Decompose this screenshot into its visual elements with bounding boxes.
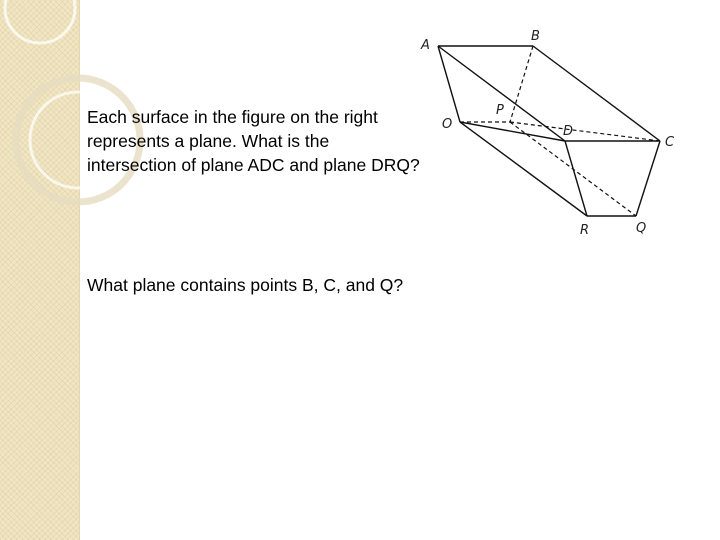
edge-ao bbox=[438, 46, 460, 122]
label-c: C bbox=[665, 135, 675, 150]
edge-cq bbox=[636, 141, 660, 216]
label-d: D bbox=[563, 124, 574, 139]
label-p: P bbox=[496, 103, 504, 118]
label-o: O bbox=[442, 117, 453, 132]
edge-dr bbox=[565, 141, 587, 216]
label-b: B bbox=[531, 29, 540, 44]
hidden-edge-bp bbox=[510, 46, 533, 122]
prism-figure bbox=[410, 20, 690, 240]
label-q: Q bbox=[636, 221, 647, 236]
label-r: R bbox=[580, 223, 590, 238]
question-plane-text: What plane contains points B, C, and Q? bbox=[87, 275, 404, 295]
label-a: A bbox=[421, 38, 430, 53]
edge-od bbox=[460, 122, 565, 141]
decorative-side-strip bbox=[0, 0, 80, 540]
question-intersection-text: Each surface in the figure on the right represents a plane. What is the intersection of plane ADC and plane DRQ? bbox=[87, 107, 420, 175]
